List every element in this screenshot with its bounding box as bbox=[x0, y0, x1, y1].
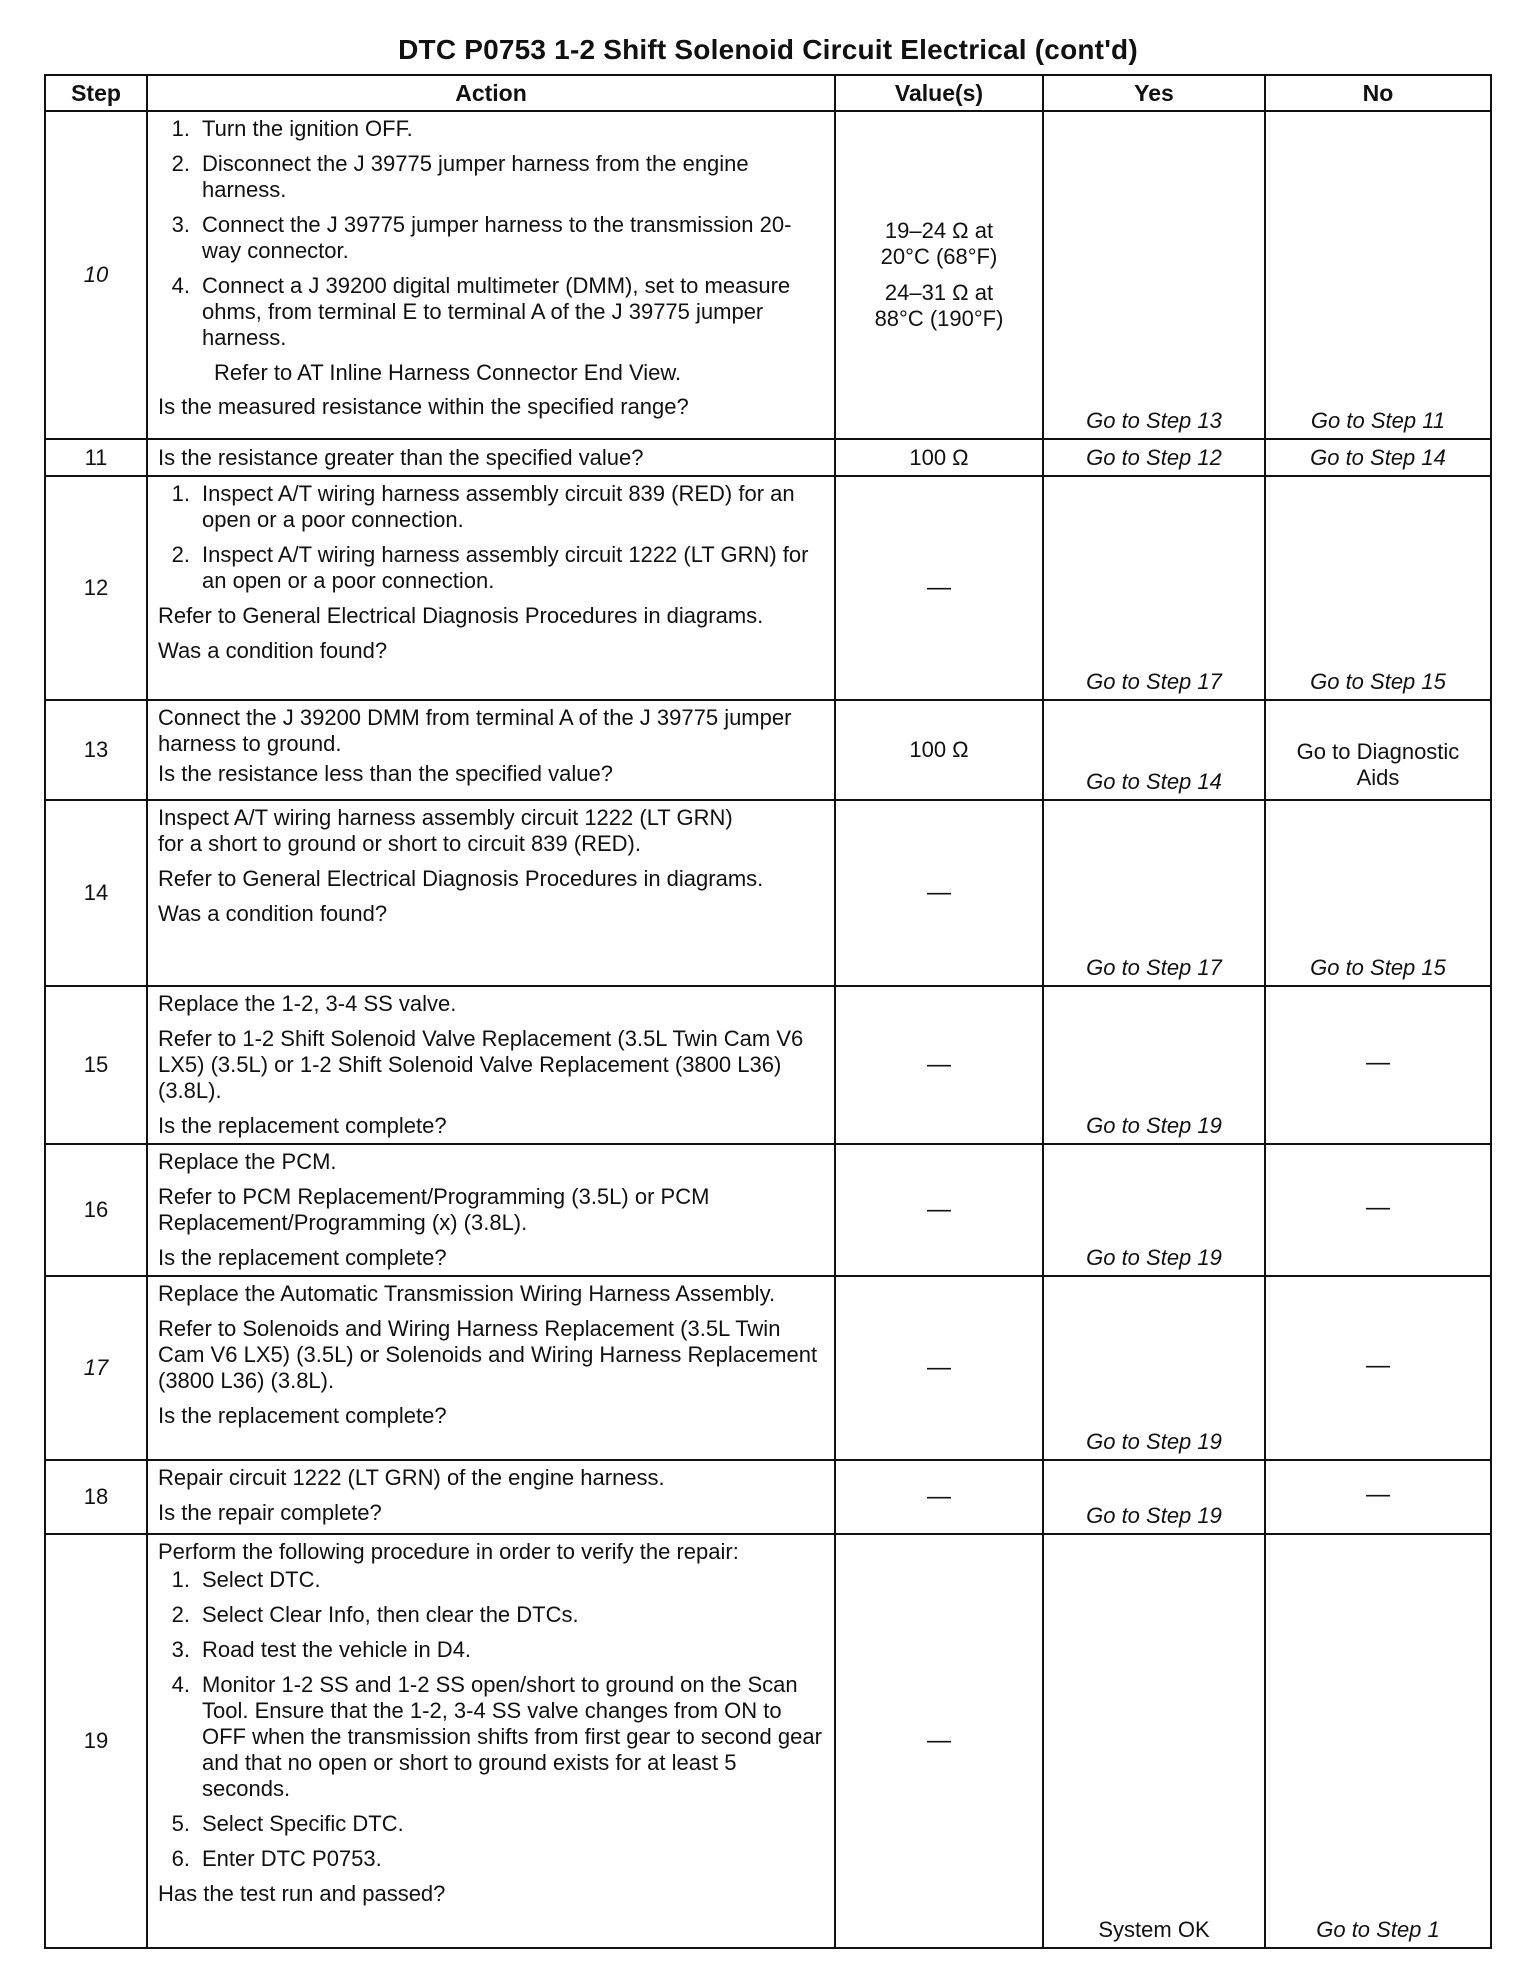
table-row bbox=[45, 111, 1491, 439]
list-item: 1. Turn the ignition OFF. bbox=[171, 116, 413, 141]
yes-cell: Go to Step 13 bbox=[1043, 111, 1265, 439]
diagnostic-aids-text: Go to Diagnostic Aids bbox=[1296, 739, 1460, 790]
refer-text: Refer to General Electrical Diagnosis Procedures in diagrams. bbox=[158, 866, 764, 891]
list-item: 4. Monitor 1-2 SS and 1-2 SS open/short to ground on the Scan Tool. Ensure that the 1-2, 3-4 SS valve changes from ON to OFF when the transmission shifts from first gear to second gear and that no open or short to ground exists for at least 5 seconds. bbox=[171, 1672, 822, 1801]
step-number: 10 bbox=[45, 111, 147, 439]
refer-text: Refer to AT Inline Harness Connector End View. bbox=[214, 360, 682, 385]
refer-text: Refer to General Electrical Diagnosis Procedures in diagrams. bbox=[158, 603, 764, 628]
step-number: 18 bbox=[45, 1460, 147, 1534]
value-cell: — bbox=[835, 1276, 1043, 1460]
value-cell: — bbox=[835, 1460, 1043, 1534]
list-item: 1. Select DTC. bbox=[171, 1567, 321, 1592]
list-item: 1. Inspect A/T wiring harness assembly circuit 839 (RED) for an open or a poor connection. bbox=[171, 481, 795, 532]
table-row bbox=[45, 700, 1491, 800]
table-row bbox=[45, 1276, 1491, 1460]
yes-cell: Go to Step 19 bbox=[1043, 1276, 1265, 1460]
table-row bbox=[45, 986, 1491, 1144]
action-text: Replace the Automatic Transmission Wiring Harness Assembly. bbox=[158, 1281, 776, 1306]
list-item: 2. Disconnect the J 39775 jumper harness from the engine harness. bbox=[171, 151, 749, 202]
question-text: Is the repair complete? bbox=[158, 1500, 382, 1525]
question-text: Is the replacement complete? bbox=[158, 1403, 447, 1428]
no-cell: Go to Step 15 bbox=[1265, 476, 1491, 700]
yes-cell: System OK bbox=[1043, 1534, 1265, 1948]
refer-text: Refer to PCM Replacement/Programming (3.5L) or PCM Replacement/Programming (x) (3.8L). bbox=[158, 1184, 710, 1235]
no-cell: Go to Step 11 bbox=[1265, 111, 1491, 439]
table-row bbox=[45, 476, 1491, 700]
value-cell bbox=[835, 111, 1043, 439]
yes-cell: Go to Step 19 bbox=[1043, 986, 1265, 1144]
header-step: Step bbox=[45, 75, 147, 111]
yes-cell: Go to Step 19 bbox=[1043, 1460, 1265, 1534]
question-text: Is the measured resistance within the specified range? bbox=[158, 394, 689, 419]
table-row bbox=[45, 1534, 1491, 1948]
diagnostic-table bbox=[44, 74, 1492, 1949]
value-cell: — bbox=[835, 800, 1043, 986]
yes-cell: Go to Step 17 bbox=[1043, 476, 1265, 700]
no-cell: Go to Step 14 bbox=[1265, 439, 1491, 476]
question-text: Was a condition found? bbox=[158, 901, 388, 926]
value-range-20c: 19–24 Ω at 20°C (68°F) bbox=[880, 218, 998, 269]
list-item: 2. Inspect A/T wiring harness assembly circuit 1222 (LT GRN) for an open or a poor connection. bbox=[171, 542, 809, 593]
list-item: 4. Connect a J 39200 digital multimeter (DMM), set to measure ohms, from terminal E to terminal A of the J 39775 jumper harness. bbox=[171, 273, 791, 350]
header-no: No bbox=[1265, 75, 1491, 111]
step-number: 15 bbox=[45, 986, 147, 1144]
no-cell: Go to Step 15 bbox=[1265, 800, 1491, 986]
no-cell: — bbox=[1265, 1276, 1491, 1460]
action-text: Connect the J 39200 DMM from terminal A of the J 39775 jumper harness to ground. bbox=[158, 705, 792, 756]
table-header-row bbox=[45, 75, 1491, 111]
header-yes: Yes bbox=[1043, 75, 1265, 111]
question-text: Is the resistance less than the specified value? bbox=[158, 761, 613, 786]
step-number: 16 bbox=[45, 1144, 147, 1276]
action-cell bbox=[147, 700, 835, 800]
action-cell bbox=[147, 986, 835, 1144]
page-title: DTC P0753 1-2 Shift Solenoid Circuit Electrical (cont'd) bbox=[398, 34, 1138, 65]
question-text: Is the replacement complete? bbox=[158, 1245, 447, 1270]
action-text: Replace the 1-2, 3-4 SS valve. bbox=[158, 991, 457, 1016]
step-number: 19 bbox=[45, 1534, 147, 1948]
header-action: Action bbox=[147, 75, 835, 111]
no-cell: Go to Step 1 bbox=[1265, 1534, 1491, 1948]
yes-cell: Go to Step 19 bbox=[1043, 1144, 1265, 1276]
yes-cell: Go to Step 17 bbox=[1043, 800, 1265, 986]
action-text: Replace the PCM. bbox=[158, 1149, 337, 1174]
list-item: 3. Connect the J 39775 jumper harness to the transmission 20-way connector. bbox=[171, 212, 792, 263]
no-cell: — bbox=[1265, 1144, 1491, 1276]
action-cell bbox=[147, 1460, 835, 1534]
refer-text: Refer to 1-2 Shift Solenoid Valve Replacement (3.5L Twin Cam V6 LX5) (3.5L) or 1-2 Shift Solenoid Valve Replacement (3800 L36) (3.8L). bbox=[158, 1026, 804, 1103]
action-cell bbox=[147, 800, 835, 986]
list-item: 6. Enter DTC P0753. bbox=[171, 1846, 382, 1871]
question-text: Is the resistance greater than the specified value? bbox=[147, 439, 835, 476]
step-number: 14 bbox=[45, 800, 147, 986]
yes-cell: Go to Step 12 bbox=[1043, 439, 1265, 476]
action-cell bbox=[147, 1276, 835, 1460]
header-values: Value(s) bbox=[835, 75, 1043, 111]
step-number: 13 bbox=[45, 700, 147, 800]
yes-cell: Go to Step 14 bbox=[1043, 700, 1265, 800]
step-number: 17 bbox=[45, 1276, 147, 1460]
action-list bbox=[158, 481, 828, 594]
action-cell bbox=[147, 1534, 835, 1948]
list-item: 5. Select Specific DTC. bbox=[171, 1811, 404, 1836]
action-list bbox=[158, 1567, 828, 1872]
table-row bbox=[45, 800, 1491, 986]
value-cell: 100 Ω bbox=[835, 439, 1043, 476]
list-item: 3. Road test the vehicle in D4. bbox=[171, 1637, 472, 1662]
value-cell: — bbox=[835, 1534, 1043, 1948]
no-cell: — bbox=[1265, 1460, 1491, 1534]
refer-text: Refer to Solenoids and Wiring Harness Replacement (3.5L Twin Cam V6 LX5) (3.5L) or Solenoids and Wiring Harness Replacement (3800 L36) (3.8L). bbox=[158, 1316, 818, 1393]
intro-text: Perform the following procedure in order to verify the repair: bbox=[158, 1539, 739, 1564]
question-text: Was a condition found? bbox=[158, 638, 388, 663]
value-cell: — bbox=[835, 1144, 1043, 1276]
value-cell: 100 Ω bbox=[835, 700, 1043, 800]
action-cell bbox=[147, 1144, 835, 1276]
no-cell: — bbox=[1265, 986, 1491, 1144]
action-cell bbox=[147, 476, 835, 700]
table-row bbox=[45, 1144, 1491, 1276]
list-item: 2. Select Clear Info, then clear the DTCs. bbox=[171, 1602, 579, 1627]
action-text: Inspect A/T wiring harness assembly circuit 1222 (LT GRN) for a short to ground or short to circuit 839 (RED). bbox=[158, 805, 733, 856]
question-text: Is the replacement complete? bbox=[158, 1113, 447, 1138]
no-cell bbox=[1265, 700, 1491, 800]
question-text: Has the test run and passed? bbox=[158, 1881, 446, 1906]
table-row bbox=[45, 1460, 1491, 1534]
action-list bbox=[158, 116, 828, 351]
table-row bbox=[45, 439, 1491, 476]
value-cell: — bbox=[835, 476, 1043, 700]
action-text: Repair circuit 1222 (LT GRN) of the engine harness. bbox=[158, 1465, 665, 1490]
step-number: 11 bbox=[45, 439, 147, 476]
action-cell bbox=[147, 111, 835, 439]
step-number: 12 bbox=[45, 476, 147, 700]
value-range-88c: 24–31 Ω at 88°C (190°F) bbox=[874, 280, 1004, 331]
value-cell: — bbox=[835, 986, 1043, 1144]
